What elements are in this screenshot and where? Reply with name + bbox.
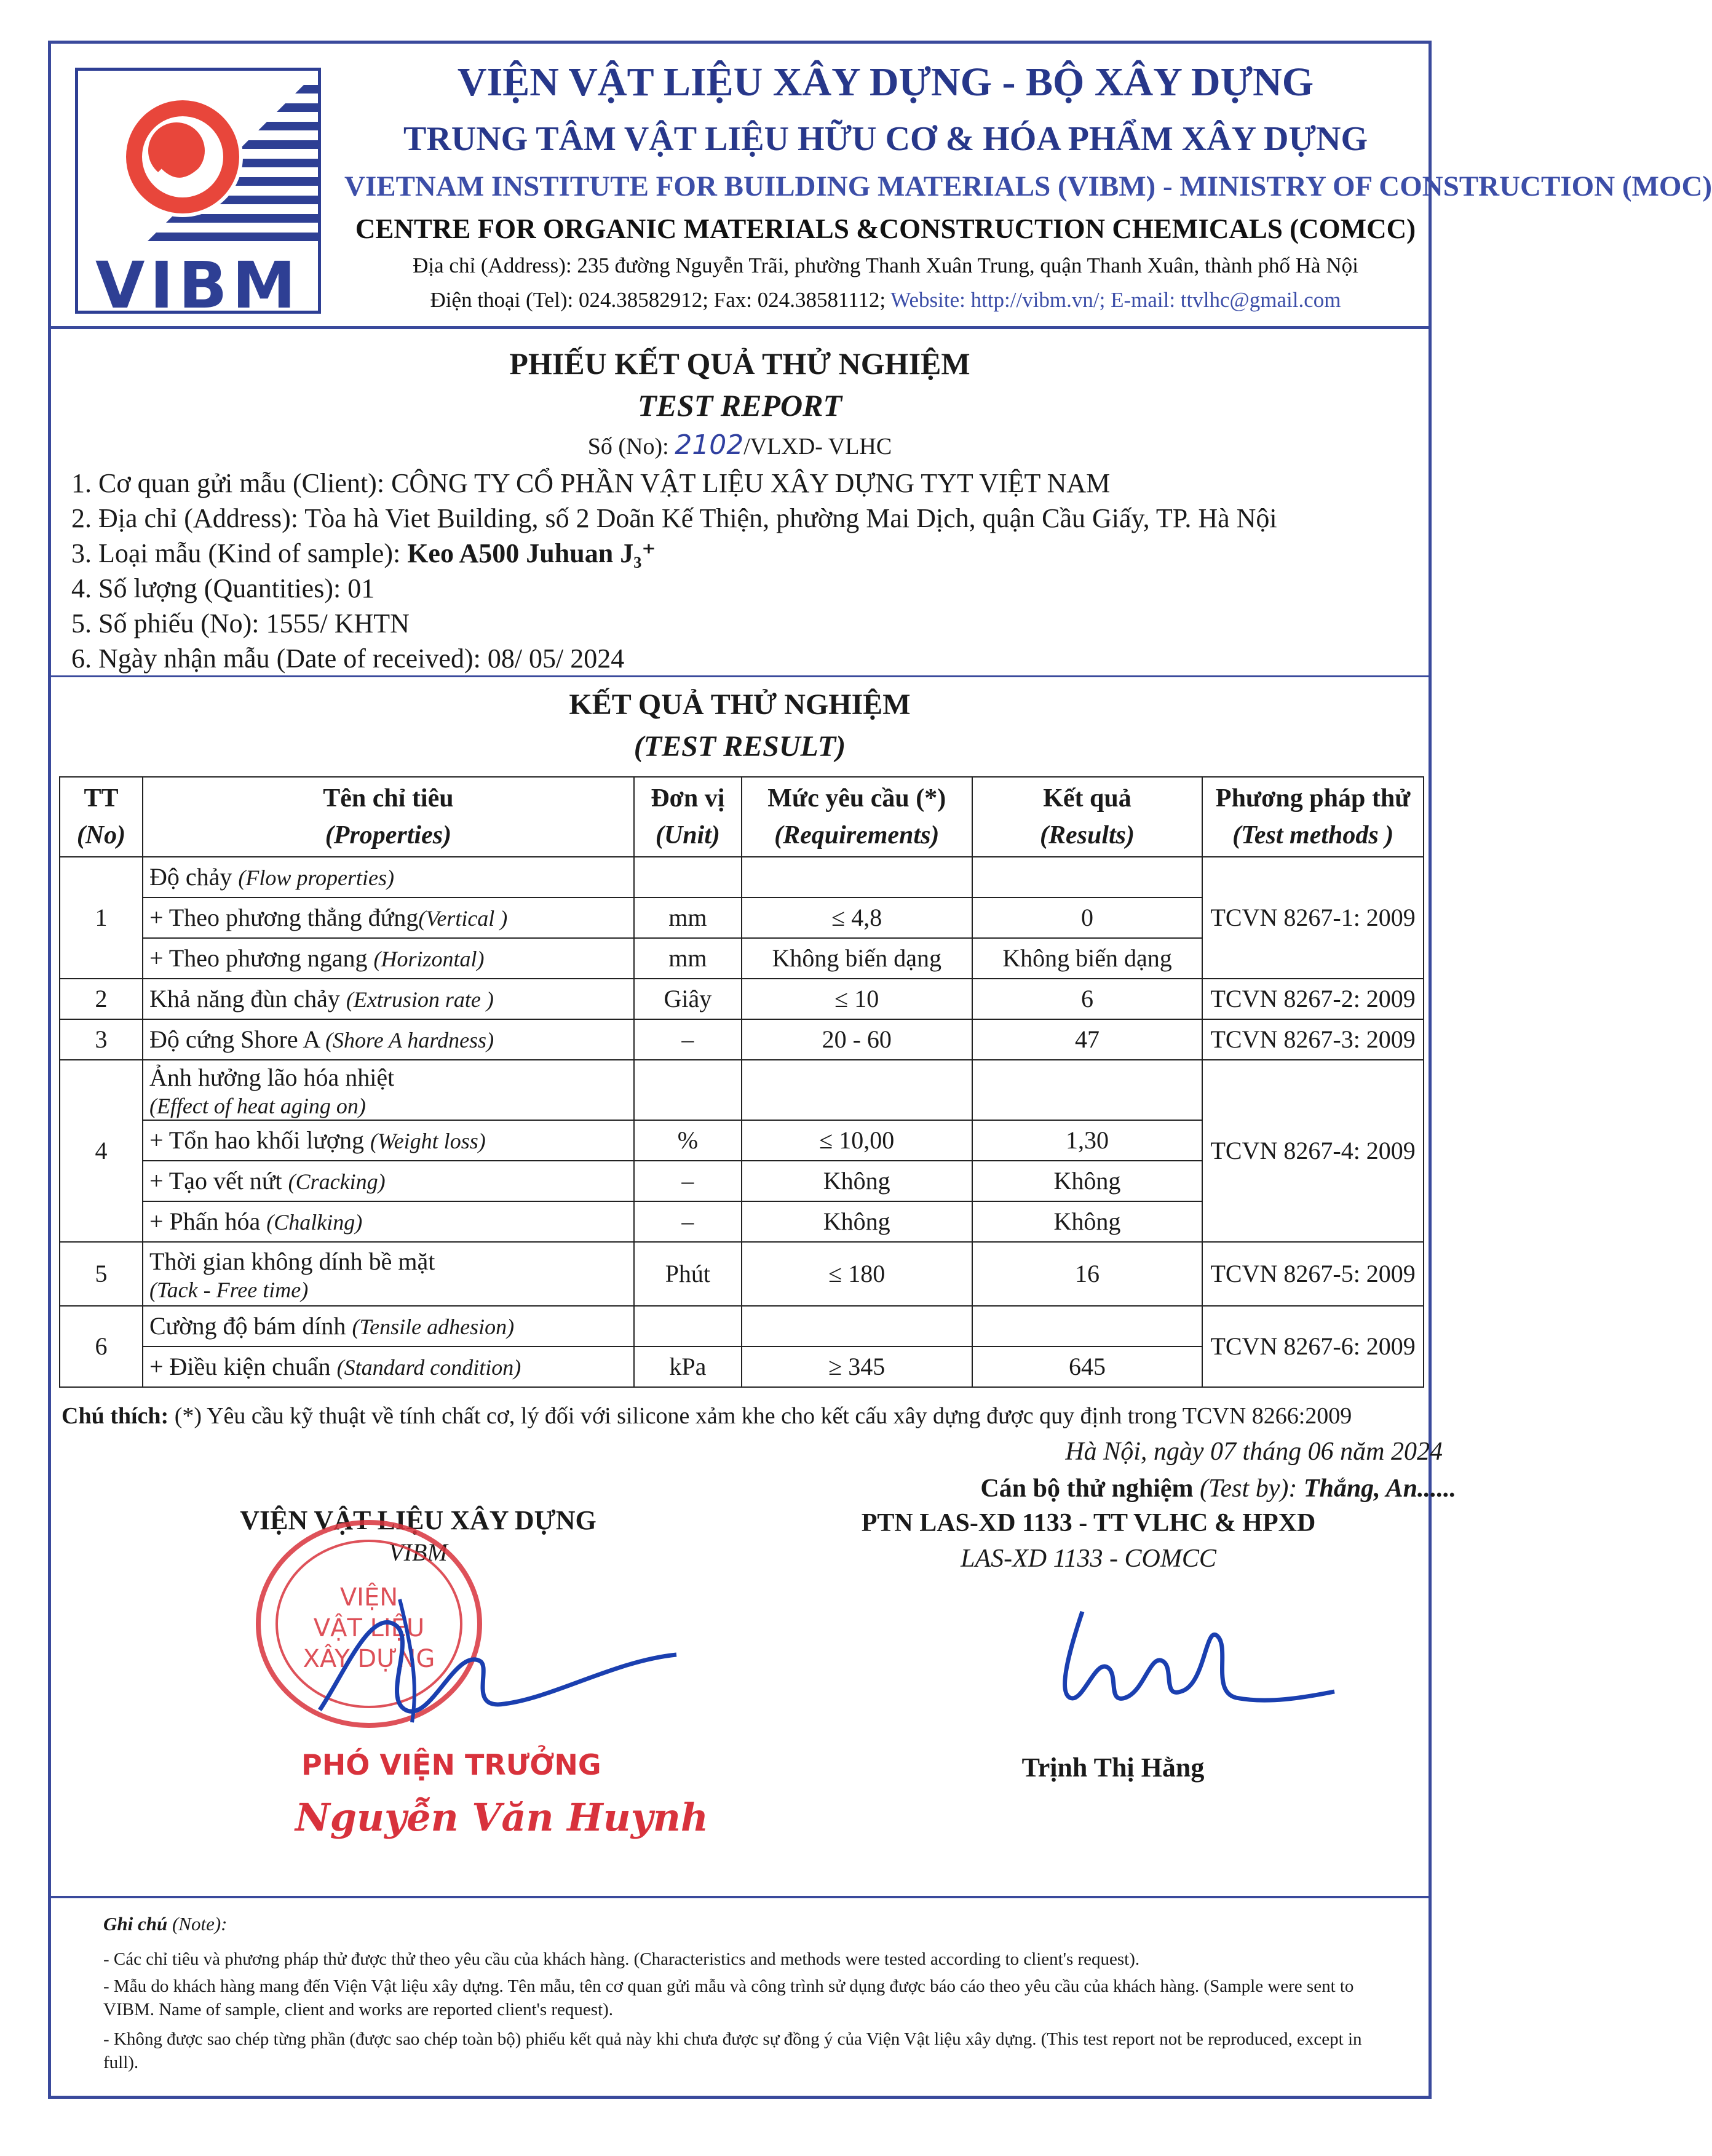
row-unit: % <box>634 1120 742 1161</box>
row-property: + Tạo vết nứt (Cracking) <box>143 1161 634 1201</box>
row-no: 1 <box>60 857 143 979</box>
row-method: TCVN 8267-6: 2009 <box>1202 1306 1424 1387</box>
row-result: 47 <box>972 1019 1203 1060</box>
stamp-signer-name: Nguyễn Văn Huynh <box>295 1795 709 1840</box>
logo-wordmark: VIBM <box>95 248 301 323</box>
row-no: 2 <box>60 979 143 1019</box>
row-method: TCVN 8267-3: 2009 <box>1202 1019 1424 1060</box>
director-signature <box>307 1575 689 1735</box>
report-title-vn: PHIẾU KẾT QUẢ THỬ NGHIỆM <box>509 346 970 381</box>
row-result: 6 <box>972 979 1203 1019</box>
info-label: 6. Ngày nhận mẫu (Date of received): <box>71 643 481 674</box>
institute-name-vn: VIỆN VẬT LIỆU XÂY DỰNG - BỘ XÂY DỰNG <box>457 60 1314 105</box>
info-divider <box>48 675 1432 677</box>
info-address <box>71 503 1277 534</box>
info-value: Keo A500 Juhuan J₃⁺ <box>407 538 656 568</box>
col-header-requirements: Mức yêu cầu (*) (Requirements) <box>742 777 972 857</box>
row-method: TCVN 8267-1: 2009 <box>1202 857 1424 979</box>
table-header-row <box>60 777 1424 857</box>
table-row <box>60 1019 1424 1060</box>
row-unit: – <box>634 1019 742 1060</box>
col-header-methods: Phương pháp thử (Test methods ) <box>1202 777 1424 857</box>
info-label: 2. Địa chỉ (Address): <box>71 503 299 533</box>
info-value: 01 <box>347 573 375 603</box>
issue-date: Hà Nội, ngày 07 tháng 06 năm 2024 <box>1065 1438 1443 1466</box>
col-header-results: Kết quả (Results) <box>972 777 1203 857</box>
row-unit: Giây <box>634 979 742 1019</box>
row-unit: mm <box>634 938 742 979</box>
result-table <box>59 776 1424 1388</box>
table-row <box>60 1242 1424 1306</box>
lab-name: PTN LAS-XD 1133 - TT VLHC & HPXD <box>861 1509 1316 1537</box>
institute-name-en: VIETNAM INSTITUTE FOR BUILDING MATERIALS (VIBM) - MINISTRY OF CONSTRUCTION (MOC) <box>344 170 1712 202</box>
row-result: Không <box>972 1201 1203 1242</box>
phone-fax: Điện thoại (Tel): 024.38582912; Fax: 024.38581112; <box>430 288 886 312</box>
row-property: Độ chảy (Flow properties) <box>143 857 634 897</box>
row-property: + Tổn hao khối lượng (Weight loss) <box>143 1120 634 1161</box>
row-property: Độ cứng Shore A (Shore A hardness) <box>143 1019 634 1060</box>
footer-note-1: - Các chỉ tiêu và phương pháp thử được thử theo yêu cầu của khách hàng. (Characteristics and methods were tested according to client's request). <box>103 1949 1140 1969</box>
row-result: 0 <box>972 897 1203 938</box>
row-unit: – <box>634 1201 742 1242</box>
footer-note-title: Ghi chú (Note): <box>103 1913 228 1935</box>
table-row <box>60 1060 1424 1120</box>
stamp-position-title: PHÓ VIỆN TRƯỞNG <box>301 1748 601 1781</box>
row-unit: kPa <box>634 1347 742 1387</box>
table-row <box>60 979 1424 1019</box>
row-requirement: Không biến dạng <box>742 938 972 979</box>
report-number <box>48 429 1432 461</box>
row-unit: mm <box>634 897 742 938</box>
row-property: Khả năng đùn chảy (Extrusion rate ) <box>143 979 634 1019</box>
row-no: 5 <box>60 1242 143 1306</box>
tester-signer-name: Trịnh Thị Hằng <box>1021 1752 1205 1783</box>
footer-divider <box>48 1896 1432 1898</box>
info-received-date <box>71 643 624 674</box>
row-result: 1,30 <box>972 1120 1203 1161</box>
info-quantity <box>71 573 374 604</box>
result-title-en: (TEST RESULT) <box>633 730 846 763</box>
info-value: CÔNG TY CỔ PHẦN VẬT LIỆU XÂY DỰNG TYT VIỆT NAM <box>391 468 1111 498</box>
row-method: TCVN 8267-2: 2009 <box>1202 979 1424 1019</box>
contact-line <box>344 288 1427 312</box>
svg-text:VIỆN: VIỆN <box>339 1583 398 1612</box>
header-divider <box>48 326 1432 329</box>
report-title-en: TEST REPORT <box>638 388 842 423</box>
footer-note-3: - Không được sao chép từng phần (được sao chép toàn bộ) phiếu kết quả này khi chưa được sự đồng ý của Viện Vật liệu xây dựng. (This test report not be reproduced, except in full). <box>103 2029 1362 2072</box>
svg-text:VẬT LIỆU: VẬT LIỆU <box>313 1614 425 1642</box>
centre-name-en: CENTRE FOR ORGANIC MATERIALS &CONSTRUCTION CHEMICALS (COMCC) <box>355 213 1416 244</box>
row-method: TCVN 8267-4: 2009 <box>1202 1060 1424 1242</box>
col-header-unit: Đơn vị (Unit) <box>634 777 742 857</box>
row-no: 6 <box>60 1306 143 1387</box>
row-requirement: ≤ 4,8 <box>742 897 972 938</box>
row-no: 4 <box>60 1060 143 1242</box>
row-property: Thời gian không dính bề mặt (Tack - Free time) <box>143 1242 634 1306</box>
col-header-no: TT (No) <box>60 777 143 857</box>
report-number-handwritten: 2102 <box>675 429 744 461</box>
info-value: 1555/ KHTN <box>266 608 410 638</box>
row-no: 3 <box>60 1019 143 1060</box>
row-method: TCVN 8267-5: 2009 <box>1202 1242 1424 1306</box>
report-number-label: Số (No): <box>587 434 669 459</box>
institute-sign-subtitle: VIBM <box>389 1538 448 1566</box>
row-unit: Phút <box>634 1242 742 1306</box>
row-property: + Theo phương ngang (Horizontal) <box>143 938 634 979</box>
tester-signature <box>1045 1599 1341 1722</box>
result-title-vn: KẾT QUẢ THỬ NGHIỆM <box>569 688 911 721</box>
info-label: 4. Số lượng (Quantities): <box>71 573 341 603</box>
row-requirement: Không <box>742 1161 972 1201</box>
info-client <box>71 467 1110 499</box>
table-footnote: Chú thích: (*) Yêu cầu kỹ thuật về tính chất cơ, lý đối với silicone xảm khe cho kết cấu xây dựng được quy định trong TCVN 8266:2009 <box>61 1403 1352 1429</box>
row-requirement: ≤ 10 <box>742 979 972 1019</box>
row-requirement: 20 - 60 <box>742 1019 972 1060</box>
row-property: + Theo phương thẳng đứng(Vertical ) <box>143 897 634 938</box>
lab-code: LAS-XD 1133 - COMCC <box>961 1545 1216 1573</box>
row-unit: – <box>634 1161 742 1201</box>
table-row <box>60 1306 1424 1347</box>
row-requirement: ≤ 10,00 <box>742 1120 972 1161</box>
footer-note-2: - Mẫu do khách hàng mang đến Viện Vật liệu xây dựng. Tên mẫu, tên cơ quan gửi mẫu và công trình sử dụng được báo cáo theo yêu cầu của khách hàng. (Sample were sent to VIBM. Name of sample, client and works are reported client's request). <box>103 1976 1354 2019</box>
centre-name-vn: TRUNG TÂM VẬT LIỆU HỮU CƠ & HÓA PHẨM XÂY DỰNG <box>403 120 1368 158</box>
tester-line: Cán bộ thử nghiệm (Test by): Thắng, An...... <box>980 1474 1456 1503</box>
report-number-suffix: /VLXD- VLHC <box>743 434 892 459</box>
website-email: Website: http://vibm.vn/; E-mail: ttvlhc@gmail.com <box>886 288 1341 312</box>
row-result: 645 <box>972 1347 1203 1387</box>
row-result: Không <box>972 1161 1203 1201</box>
row-property: + Phấn hóa (Chalking) <box>143 1201 634 1242</box>
info-sheet-no <box>71 608 410 639</box>
info-label: 5. Số phiếu (No): <box>71 608 260 638</box>
row-property: Ảnh hưởng lão hóa nhiệt (Effect of heat aging on) <box>143 1060 634 1120</box>
row-property: Cường độ bám dính (Tensile adhesion) <box>143 1306 634 1347</box>
row-property: + Điều kiện chuẩn (Standard condition) <box>143 1347 634 1387</box>
col-header-properties: Tên chỉ tiêu (Properties) <box>143 777 634 857</box>
info-label: 1. Cơ quan gửi mẫu (Client): <box>71 468 385 498</box>
row-result: 16 <box>972 1242 1203 1306</box>
row-requirement: ≤ 180 <box>742 1242 972 1306</box>
address-line: Địa chỉ (Address): 235 đường Nguyễn Trãi, phường Thanh Xuân Trung, quận Thanh Xuân, thành phố Hà Nội <box>413 253 1358 277</box>
svg-text:XÂY DỰNG: XÂY DỰNG <box>303 1645 435 1673</box>
info-label: 3. Loại mẫu (Kind of sample): <box>71 538 401 568</box>
vibm-logo <box>75 68 321 323</box>
row-requirement: ≥ 345 <box>742 1347 972 1387</box>
table-row <box>60 857 1424 897</box>
info-value: 08/ 05/ 2024 <box>487 643 625 674</box>
info-sample-kind <box>71 538 656 569</box>
row-requirement: Không <box>742 1201 972 1242</box>
info-value: Tòa hà Viet Building, số 2 Doãn Kế Thiện, phường Mai Dịch, quận Cầu Giấy, TP. Hà Nội <box>304 503 1277 533</box>
institute-sign-title: VIỆN VẬT LIỆU XÂY DỰNG <box>240 1505 596 1535</box>
row-result: Không biến dạng <box>972 938 1203 979</box>
